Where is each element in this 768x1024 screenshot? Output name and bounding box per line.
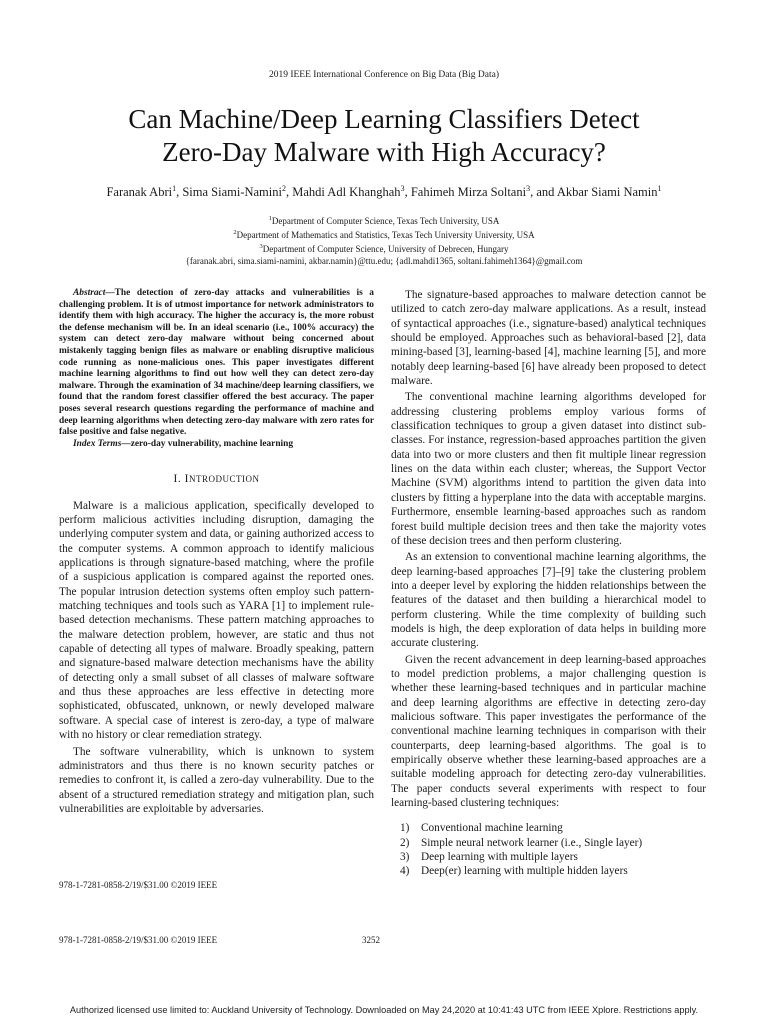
- footer-copyright: 978-1-7281-0858-2/19/$31.00 ©2019 IEEE: [59, 935, 218, 945]
- index-terms: [59, 439, 374, 451]
- index-terms-label: Index Terms: [73, 438, 122, 449]
- abstract-label: Abstract: [73, 288, 106, 298]
- list-item: 2) Simple neural network learner (i.e., Single layer): [400, 836, 643, 849]
- paragraph: The conventional machine learning algorithms developed for addressing clustering problems employ various forms of classification techniques to group a given dataset into distinct sub-classes. For instance, regression-based approaches partition the given data into two or more clusters and then fit multiple linear regression lines on the data within each cluster; whereas, the Support Vector Machine (SVM) algorithms intend to partition the given data into clusters by fitting a hyperplane into the data with acceptable margins. Furthermore, ensemble learning-based approaches such as random forest build multiple decision trees and then take the majority votes of these decision trees and then perform clustering.: [391, 391, 706, 547]
- author-affil: 3: [400, 184, 405, 193]
- page-number: 3252: [362, 935, 380, 945]
- conference-header: 2019 IEEE International Conference on Big Data (Big Data): [268, 70, 500, 80]
- index-terms-text: —zero-day vulnerability, machine learning: [121, 438, 294, 449]
- author-list: Faranak Abri$^1$, Sima Siami-Namini$^2$, Mahdi Adl Khanghah$^3$, Fahimeh Mirza Soltani$^3$, and Akbar Siami Namin$^1$: [106, 184, 662, 200]
- emails: {faranak.abri, sima.siami-namini, akbar.namin}@ttu.edu; {adl.mahdi1365, soltani.fahimeh1364}@gmail.com: [185, 256, 583, 266]
- abstract: [59, 288, 374, 439]
- section-heading-introduction: I. INTRODUCTION: [173, 473, 260, 486]
- paragraph: The signature-based approaches to malware detection cannot be utilized to catch zero-day malware applications. As a result, instead of syntactical approaches (i.e., signature-based) analytical techniques should be employed. Approaches such as behavioral-based [2], data mining-based [3], learning-based [4], machine learning [5], and more notably deep learning-based [6] have already been proposed to detect malware.: [391, 289, 706, 388]
- paragraph: Given the recent advancement in deep learning-based approaches to model prediction problems, a major challenging question is whether these learning-based techniques and in particular machine and deep learning algorithms are effective in detecting zero-day malicious software. This paper investigates the performance of the conventional machine learning techniques in comparison with their counterparts, deep learning-based algorithms. The goal is to empirically observe whether these learning-based approaches are a suitable modeling approach for detecting zero-day vulnerabilities. The paper conducts several experiments with respect to four learning-based clustering techniques:: [391, 653, 706, 810]
- authors-and: and: [536, 185, 555, 200]
- author-affil: 1: [172, 184, 177, 193]
- author-name: Fahimeh Mirza Soltani: [410, 185, 527, 200]
- abstract-text: —The detection of zero-day attacks and vulnerabilities is a challenging problem. It is of utmost importance for network administrators to identify them with high accuracy. The higher the accuracy is, the more robust the defense mechanism will be. In an ideal scenario (i.e., 100% accuracy) the system can detect zero-day malware without being concerned about mistakenly tagging benign files as malware or enabling disruptive malicious code running as none-malicious ones. This paper investigates different machine learning algorithms to find out how well they can detect zero-day malware. Through the examination of 34 machine/deep learning classifiers, we found that the random forest classifier offered the best accuracy. The paper poses several research questions regarding the performance of machine and deep learning algorithms when detecting zero-day malware with zero rates for false positive and false negative.: [59, 288, 374, 438]
- paragraph: Malware is a malicious application, specifically developed to perform malicious activities including disruption, damaging the underlying computer system and data, or gaining authorized access to the computer systems. A common approach to identify malicious applications is through signature-based matching, where the profile of a suspicious application is compared against the reported ones. The popular intrusion detection systems often employ such pattern-matching techniques and tools such as YARA [1] to implement rule-based detection mechanisms. These pattern matching approaches to the malware detection problem, however, are static and thus not capable of detecting all types of malware. Broadly speaking, pattern and signature-based malware detection mechanisms have the ability of detecting only a small subset of all classes of malware software and thus these approaches are less effective in detecting more sophisticated, obfuscated, unknown, or newly developed malware software. A special case of interest is zero-day, a type of malware with no history or clear remediation strategy.: [59, 499, 374, 742]
- list-item: 1) Conventional machine learning: [400, 822, 563, 835]
- list-item: 3) Deep learning with multiple layers: [400, 851, 578, 864]
- paragraph: The software vulnerability, which is unknown to system administrators and thus there is no known security patches or remedies to confront it, is called a zero-day vulnerability. Due to the absent of a structured remediation strategy and mitigation plan, such vulnerabilities are exploitable by adversaries.: [59, 745, 374, 815]
- affiliation: $^3$Department of Computer Science, University of Debrecen, Hungary: [259, 243, 509, 254]
- author-name: Mahdi Adl Khanghah: [292, 185, 401, 200]
- author-affil: 1: [657, 184, 662, 193]
- affiliations: [0, 213, 768, 267]
- copyright-note: 978-1-7281-0858-2/19/$31.00 ©2019 IEEE: [59, 880, 218, 890]
- license-notice: Authorized licensed use limited to: Auckland University of Technology. Downloaded on May 24,2020 at 10:41:43 UTC from IEEE Xplore. Restrictions apply.: [69, 1005, 699, 1015]
- author-affil: 2: [281, 184, 286, 193]
- list-item: 4) Deep(er) learning with multiple hidden layers: [400, 865, 628, 878]
- right-column: [391, 288, 706, 879]
- left-column: [59, 288, 374, 816]
- title-line-1: Can Machine/Deep Learning Classifiers Detect: [128, 104, 640, 134]
- author-name: Faranak Abri: [106, 185, 173, 200]
- affiliation: $^1$Department of Computer Science, Texas Tech University, USA: [268, 215, 500, 226]
- techniques-list: [391, 821, 706, 878]
- author-name: Sima Siami-Namini: [182, 185, 282, 200]
- author-name: Akbar Siami Namin: [556, 185, 658, 200]
- paper-title: [0, 103, 768, 169]
- title-line-2: Zero-Day Malware with High Accuracy?: [162, 137, 606, 167]
- affiliation: $^2$Department of Mathematics and Statistics, Texas Tech University University, USA: [233, 229, 535, 240]
- paragraph: As an extension to conventional machine learning algorithms, the deep learning-based approaches [7]–[9] take the clustering problem into a deeper level by exploring the hidden relationships between the features of the dataset and then building a hierarchical model to perform clustering. While the time complexity of building such models is high, the deep exploration of data helps in building more accurate clustering.: [391, 551, 706, 650]
- author-affil: 3: [526, 184, 531, 193]
